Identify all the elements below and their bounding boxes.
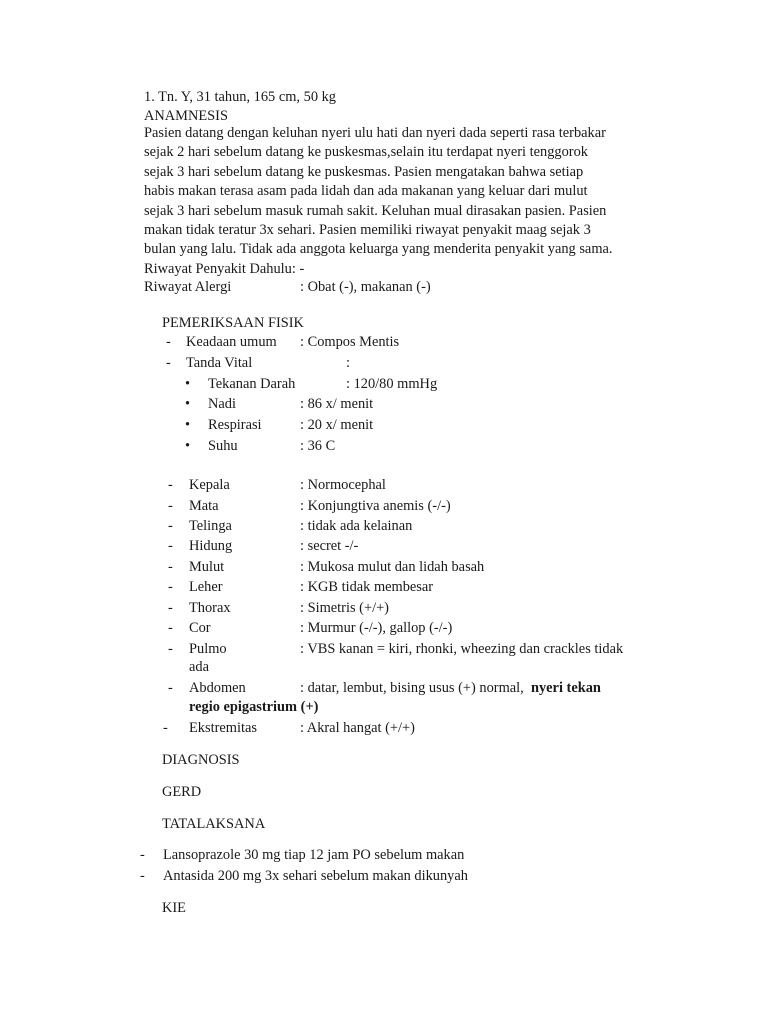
system-label: Pulmo	[189, 641, 227, 657]
list-dash: -	[168, 559, 173, 575]
system-value-continuation	[189, 698, 318, 718]
system-label: Hidung	[189, 538, 233, 554]
system-label: Cor	[189, 620, 211, 636]
bullet-icon: •	[185, 396, 191, 412]
system-label: Telinga	[189, 518, 232, 534]
system-label: Mulut	[189, 559, 225, 575]
abdomen-finding-bold: nyeri tekan	[530, 680, 601, 696]
system-value: : Akral hangat (+/+)	[300, 720, 415, 736]
list-dash: -	[168, 680, 173, 696]
system-value: : Simetris (+/+)	[300, 600, 389, 616]
system-value	[300, 679, 601, 699]
list-dash: -	[140, 868, 145, 884]
past-history-line: Riwayat Penyakit Dahulu: -	[144, 261, 305, 277]
anamnesis-heading: ANAMNESIS	[144, 108, 228, 124]
list-dash: -	[168, 518, 173, 534]
list-dash: -	[163, 720, 168, 736]
system-label: Ekstremitas	[189, 720, 257, 736]
vital-value-pulse: : 86 x/ menit	[300, 396, 374, 412]
list-dash: -	[168, 600, 173, 616]
abdomen-value-text: : datar, lembut, bising usus (+) normal,	[300, 680, 524, 696]
vital-label-pulse: Nadi	[208, 396, 236, 412]
bullet-icon: •	[185, 438, 191, 454]
vital-label-resp: Respirasi	[208, 417, 262, 433]
anamnesis-paragraph	[144, 124, 652, 260]
general-label: Keadaan umum	[186, 334, 277, 350]
list-dash: -	[140, 847, 145, 863]
bullet-icon: •	[185, 417, 191, 433]
vital-label-temp: Suhu	[208, 438, 238, 454]
system-value-continuation: ada	[189, 659, 209, 675]
system-value: : KGB tidak membesar	[300, 579, 434, 595]
exam-heading: PEMERIKSAAN FISIK	[162, 315, 304, 331]
system-value: : tidak ada kelainan	[300, 518, 413, 534]
anamnesis-line: sejak 3 hari sebelum masuk rumah sakit. Keluhan mual dirasakan pasien. Pasien	[144, 202, 607, 219]
system-value: : Konjungtiva anemis (-/-)	[300, 498, 451, 514]
system-value: : VBS kanan = kiri, rhonki, wheezing dan crackles tidak	[300, 641, 624, 657]
list-dash: -	[168, 579, 173, 595]
system-label: Kepala	[189, 477, 230, 493]
vital-label-bp: Tekanan Darah	[208, 376, 296, 392]
list-dash: -	[166, 355, 171, 371]
anamnesis-line: makan tidak teratur 3x sehari. Pasien memiliki riwayat penyakit maag sejak 3	[144, 222, 591, 239]
list-dash: -	[168, 477, 173, 493]
anamnesis-line: sejak 2 hari sebelum datang ke puskesmas,selain itu terdapat nyeri tenggorok	[144, 144, 588, 161]
anamnesis-line: bulan yang lalu. Tidak ada anggota keluarga yang menderita penyakit yang sama.	[144, 241, 613, 258]
list-dash: -	[168, 498, 173, 514]
list-dash: -	[168, 620, 173, 636]
anamnesis-line: habis makan terasa asam pada lidah dan ada makanan yang keluar dari mulut	[144, 183, 588, 200]
general-value: : Compos Mentis	[300, 334, 400, 350]
vitals-value: :	[346, 355, 350, 371]
anamnesis-line: sejak 3 hari sebelum datang ke puskesmas. Pasien mengatakan bahwa setiap	[144, 163, 584, 180]
system-label: Mata	[189, 498, 219, 514]
allergy-value: : Obat (-), makanan (-)	[300, 279, 431, 295]
list-dash: -	[168, 641, 173, 657]
diagnosis-heading: DIAGNOSIS	[162, 752, 240, 768]
system-label: Thorax	[189, 600, 231, 616]
system-value: : Mukosa mulut dan lidah basah	[300, 559, 485, 575]
patient-identity-line: 1. Tn. Y, 31 tahun, 165 cm, 50 kg	[144, 89, 337, 105]
diagnosis-value: GERD	[162, 784, 202, 800]
list-dash: -	[168, 538, 173, 554]
list-dash: -	[166, 334, 171, 350]
system-value: : secret -/-	[300, 538, 359, 554]
system-value: : Normocephal	[300, 477, 386, 493]
anamnesis-line: Pasien datang dengan keluhan nyeri ulu hati dan nyeri dada seperti rasa terbakar	[144, 125, 606, 141]
bullet-icon: •	[185, 376, 191, 392]
system-label: Abdomen	[189, 680, 246, 696]
abdomen-finding-bold-cont: regio epigastrium (+)	[189, 699, 319, 715]
allergy-label: Riwayat Alergi	[144, 279, 232, 295]
vitals-label: Tanda Vital	[186, 355, 253, 371]
vital-value-temp: : 36 C	[300, 438, 336, 454]
treatment-item: Antasida 200 mg 3x sehari sebelum makan dikunyah	[163, 868, 468, 884]
vital-value-resp: : 20 x/ menit	[300, 417, 374, 433]
vital-value-bp: : 120/80 mmHg	[346, 376, 438, 392]
kie-heading: KIE	[162, 900, 186, 916]
system-label: Leher	[189, 579, 223, 595]
system-value: : Murmur (-/-), gallop (-/-)	[300, 620, 453, 636]
treatment-heading: TATALAKSANA	[162, 816, 266, 832]
treatment-item: Lansoprazole 30 mg tiap 12 jam PO sebelum makan	[163, 847, 465, 863]
